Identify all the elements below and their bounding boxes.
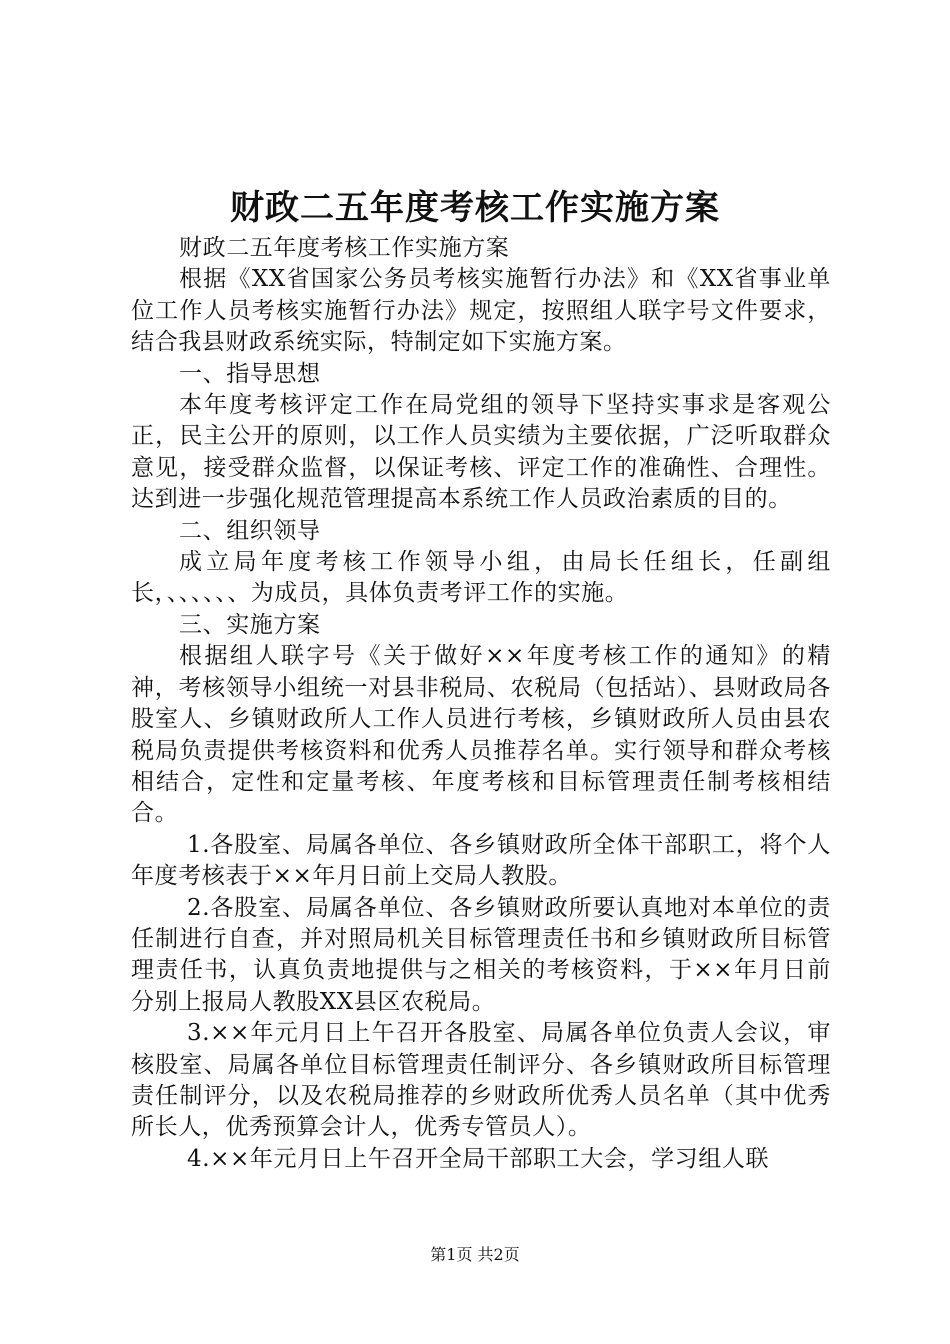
implementation-paragraph: 根据组人联字号《关于做好××年度考核工作的通知》的精神，考核领导小组统一对县非税局、农税局（包括站）、县财政局各股室人、乡镇财政所人工作人员进行考核，乡镇财政所人员由县农税局负责提供考核资料和优秀人员推荐名单。实行领导和群众考核相结合，定性和定量考核、年度考核和目标管理责任制考核相结合。	[131, 643, 831, 827]
list-item-2: 2.各股室、局属各单位、各乡镇财政所要认真地对本单位的责任制进行自查，并对照局机关目标管理责任书和乡镇财政所目标管理责任书，认真负责地提供与之相关的考核资料，于××年月日前分别上报局人教股XX县区农税局。	[131, 894, 831, 1015]
intro-paragraph: 根据《XX省国家公务员考核实施暂行办法》和《XX省事业单位工作人员考核实施暂行办法》规定，按照组人联字号文件要求，结合我县财政系统实际，特制定如下实施方案。	[131, 266, 831, 356]
guiding-ideology-paragraph: 本年度考核评定工作在局党组的领导下坚持实事求是客观公正，民主公开的原则，以工作人员实绩为主要依据，广泛听取群众意见，接受群众监督，以保证考核、评定工作的准确性、合理性。达到进一步强化规范管理提高本系统工作人员政治素质的目的。	[131, 392, 831, 513]
page-number-footer: 第1页 共2页	[430, 1245, 520, 1264]
list-item-3: 3.××年元月日上午召开各股室、局属各单位负责人会议，审核股室、局属各单位目标管理责任制评分、各乡镇财政所目标管理责任制评分，以及农税局推荐的乡财政所优秀人员名单（其中优秀所长人，优秀预算会计人，优秀专管员人）。	[131, 1020, 831, 1141]
list-item-1: 1.各股室、局属各单位、各乡镇财政所全体干部职工，将个人年度考核表于××年月日前上交局人教股。	[131, 831, 831, 890]
document-title: 财政二五年度考核工作实施方案	[230, 188, 720, 228]
section-heading-guiding-ideology: 一、指导思想	[179, 360, 321, 387]
organization-paragraph: 成立局年度考核工作领导小组，由局长任组长，任副组长，、、、、、、为成员，具体负责考评工作的实施。	[131, 549, 831, 607]
section-heading-organization: 二、组织领导	[179, 517, 321, 544]
section-heading-implementation: 三、实施方案	[179, 611, 321, 638]
subtitle-paragraph: 财政二五年度考核工作实施方案	[179, 235, 510, 261]
document-body	[131, 233, 831, 1175]
list-item-4: 4.××年元月日上午召开全局干部职工大会，学习组人联	[187, 1145, 770, 1172]
